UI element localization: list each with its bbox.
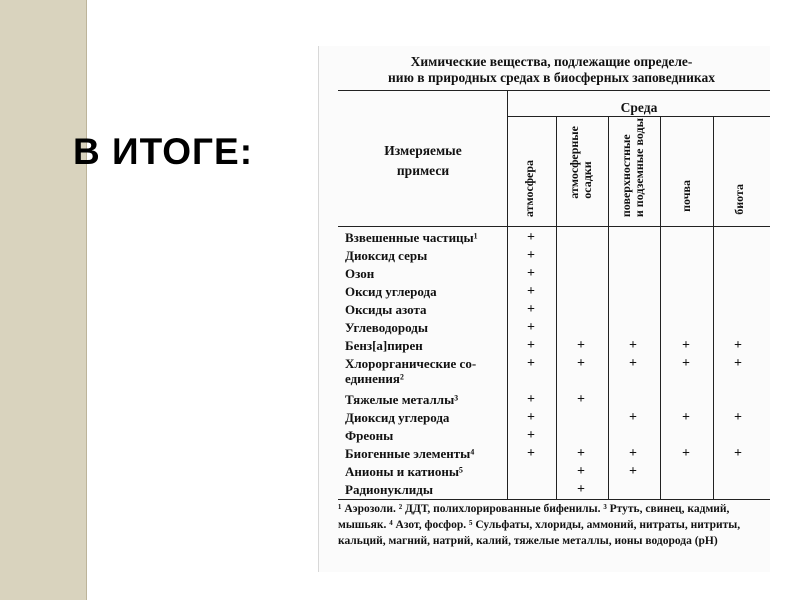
scan-edge: [318, 46, 319, 572]
column-header-soil: [680, 180, 693, 212]
table-row-label: Тяжелые металлы³: [345, 392, 459, 407]
table-cell-mark: +: [577, 482, 585, 497]
column-divider: [556, 116, 557, 499]
table-cell-mark: +: [577, 446, 585, 461]
table-row-label: Взвешенные частицы¹: [345, 230, 478, 245]
group-header-rule: [508, 116, 770, 117]
scanned-table-image: [318, 46, 770, 572]
table-row-label: Бенз[а]пирен: [345, 338, 423, 353]
table-row-label: Анионы и катионы⁵: [345, 464, 463, 479]
table-row-label-continued: единения²: [345, 371, 404, 386]
table-row-label: Радионуклиды: [345, 482, 433, 497]
table-bottom-rule: [338, 499, 770, 500]
table-cell-mark: +: [527, 446, 535, 461]
table-cell-mark: +: [527, 356, 535, 371]
table-cell-mark: +: [527, 302, 535, 317]
row-header: [338, 141, 508, 181]
slide-title: В ИТОГЕ:: [73, 131, 254, 172]
table-cell-mark: +: [682, 446, 690, 461]
column-header-line: биота: [732, 184, 746, 215]
table-cell-mark: +: [682, 356, 690, 371]
column-divider: [660, 116, 661, 499]
table-cell-mark: +: [527, 428, 535, 443]
table-cell-mark: +: [577, 392, 585, 407]
column-header-line: атмосфера: [522, 160, 536, 218]
table-cell-mark: +: [527, 338, 535, 353]
column-header-line: поверхностные: [619, 134, 633, 218]
column-divider: [713, 116, 714, 499]
table-row-label: Фреоны: [345, 428, 394, 443]
table-cell-mark: +: [577, 464, 585, 479]
column-header-waters: [620, 118, 646, 217]
left-decorative-strip: [0, 0, 87, 600]
table-cell-mark: +: [734, 410, 742, 425]
table-cell-mark: +: [629, 338, 637, 353]
column-header-line: почва: [679, 180, 693, 212]
table-row-label: Озон: [345, 266, 375, 281]
table-cell-mark: +: [629, 464, 637, 479]
table-row-label: Хлорорганические со-: [345, 356, 477, 371]
table-row-label: Диоксид углерода: [345, 410, 450, 425]
table-cell-mark: +: [577, 338, 585, 353]
table-top-rule: [338, 90, 770, 91]
header-bottom-rule: [338, 226, 770, 227]
table-footnotes: ¹ Аэрозоли. ² ДДТ, полихлорированные бифенилы. ³ Ртуть, свинец, кадмий, мышьяк. ⁴ Азот, фосфор. ⁵ Сульфаты, хлориды, аммоний, нитраты, нитриты, кальций, магний, натрий, калий, тяжелые металлы, ионы водорода (pH): [338, 503, 741, 547]
table-row-label: Оксиды азота: [345, 302, 427, 317]
table-cell-mark: +: [734, 446, 742, 461]
table-caption-line-1: Химические вещества, подлежащие определе-: [410, 54, 693, 69]
row-header-line-2: примеси: [396, 163, 450, 178]
column-header-precipitation: [568, 126, 594, 199]
column-divider: [608, 116, 609, 499]
table-caption-line-2: нию в природных средах в биосферных заповедниках: [388, 70, 715, 85]
table-row-label: Оксид углерода: [345, 284, 437, 299]
table-row-label: Диоксид серы: [345, 248, 428, 263]
table-cell-mark: +: [577, 356, 585, 371]
row-header-line-1: Измеряемые: [384, 143, 462, 158]
table-cell-mark: +: [527, 266, 535, 281]
column-header-line: атмосферные: [567, 126, 581, 199]
column-header-biota: [733, 184, 746, 215]
table-cell-mark: +: [629, 410, 637, 425]
table-row-label: Углеводороды: [345, 320, 428, 335]
group-header-sreda: Среда: [620, 100, 658, 115]
column-header-atmosphere: [523, 160, 536, 217]
table-cell-mark: +: [734, 338, 742, 353]
table-cell-mark: +: [527, 320, 535, 335]
column-header-line: и подземные воды: [632, 118, 646, 218]
table-cell-mark: +: [527, 410, 535, 425]
table-cell-mark: +: [629, 356, 637, 371]
table-cell-mark: +: [527, 230, 535, 245]
table-cell-mark: +: [629, 446, 637, 461]
table-row-label: Биогенные элементы⁴: [345, 446, 475, 461]
column-header-line: осадки: [580, 161, 594, 199]
table-cell-mark: +: [527, 392, 535, 407]
table-cell-mark: +: [527, 248, 535, 263]
table-cell-mark: +: [734, 356, 742, 371]
table-cell-mark: +: [682, 338, 690, 353]
table-cell-mark: +: [682, 410, 690, 425]
table-cell-mark: +: [527, 284, 535, 299]
